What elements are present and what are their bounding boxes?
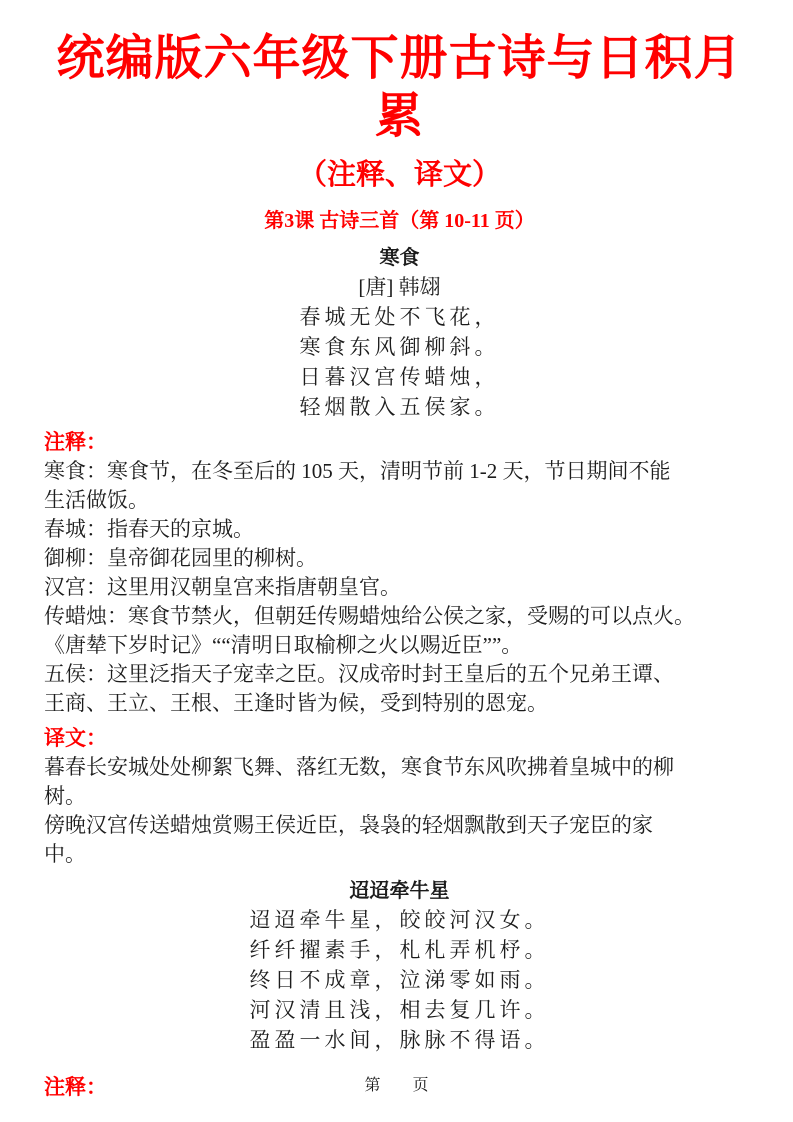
poem-line: 终日不成章，泣涕零如雨。 bbox=[249, 968, 550, 992]
notes-label: 注释： bbox=[44, 430, 107, 454]
note-line: 五侯：这里泛指天子宠幸之臣。汉成帝时封王皇后的五个兄弟王谭、 bbox=[44, 662, 674, 686]
poem-title: 寒食 bbox=[379, 247, 420, 269]
footer-page-suffix: 页 bbox=[412, 1077, 429, 1094]
note-line: 王商、王立、王根、王逢时皆为候，受到特别的恩宠。 bbox=[44, 691, 548, 715]
poem-line: 河汉清且浅，相去复几许。 bbox=[249, 998, 550, 1022]
translation-label: 译文： bbox=[44, 726, 107, 750]
translation-line: 傍晚汉宫传送蜡烛赏赐王侯近臣，袅袅的轻烟飘散到天子宠臣的家 bbox=[44, 813, 653, 837]
poem-title: 迢迢牵牛星 bbox=[349, 880, 450, 902]
poem-line: 春城无处不飞花， bbox=[299, 305, 500, 329]
note-line: 春城：指春天的京城。 bbox=[44, 517, 254, 541]
lesson-heading: 第3课 古诗三首（第 10-11 页） bbox=[264, 210, 535, 232]
document-subtitle: （注释、译文） bbox=[297, 159, 501, 191]
poem-hanshi bbox=[44, 244, 755, 422]
translation-line: 树。 bbox=[44, 784, 86, 808]
note-line: 御柳：皇帝御花园里的柳树。 bbox=[44, 546, 317, 570]
poem-line: 寒食东风御柳斜。 bbox=[299, 335, 500, 359]
note-line: 《唐辇下岁时记》““清明日取榆柳之火以赐近臣””。 bbox=[44, 633, 523, 657]
translation-line: 暮春长安城处处柳絮飞舞、落红无数，寒食节东风吹拂着皇城中的柳 bbox=[44, 755, 674, 779]
poem-author: [唐] 韩翃 bbox=[358, 275, 441, 299]
poem-line: 日暮汉宫传蜡烛， bbox=[299, 365, 500, 389]
document-title: 统编版六年级下册古诗与日积月累 bbox=[56, 32, 743, 143]
notes-label: 注释： bbox=[44, 1075, 107, 1099]
note-line: 寒食：寒食节，在冬至后的 105 天，清明节前 1-2 天，节日期间不能 bbox=[44, 459, 671, 483]
note-line: 传蜡烛：寒食节禁火，但朝廷传赐蜡烛给公侯之家，受赐的可以点火。 bbox=[44, 604, 695, 628]
poem-line: 盈盈一水间，脉脉不得语。 bbox=[249, 1028, 550, 1052]
poem-line: 纤纤擢素手，札札弄机杼。 bbox=[249, 938, 550, 962]
footer-page-prefix: 第 bbox=[364, 1077, 381, 1094]
translation-section-hanshi bbox=[44, 724, 755, 869]
note-line: 汉宫：这里用汉朝皇宫来指唐朝皇官。 bbox=[44, 575, 401, 599]
poem-line: 迢迢牵牛星，皎皎河汉女。 bbox=[249, 908, 550, 932]
poem-line: 轻烟散入五侯家。 bbox=[299, 395, 500, 419]
notes-section-hanshi bbox=[44, 428, 755, 718]
translation-line: 中。 bbox=[44, 842, 86, 866]
page-footer bbox=[0, 1072, 793, 1095]
note-line: 生活做饭。 bbox=[44, 488, 149, 512]
poem-tiaotiao bbox=[44, 877, 755, 1055]
